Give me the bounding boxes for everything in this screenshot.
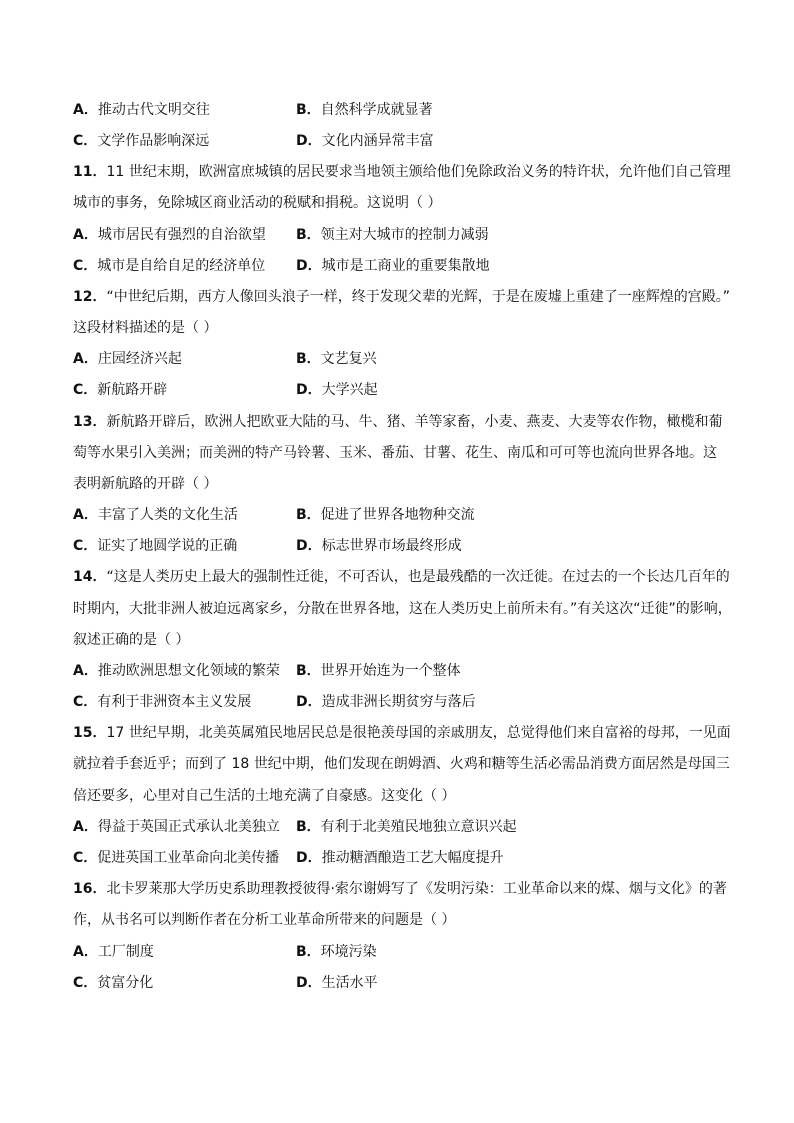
option-d: D．大学兴起	[296, 382, 378, 398]
option-row	[73, 937, 733, 968]
option-a: A．丰富了人类的文化生活	[73, 507, 238, 523]
option-row	[73, 531, 733, 562]
option-c: C．文学作品影响深远	[73, 133, 210, 149]
option-b: B．文艺复兴	[296, 351, 377, 367]
question-15-stem: 15．17 世纪早期，北美英属殖民地居民总是很艳羡母国的亲戚朋友，总觉得他们来自富裕的母邦，一见面	[73, 725, 731, 741]
option-d: D．造成非洲长期贫穷与落后	[296, 694, 476, 710]
question-16-stem: 作，从书名可以判断作者在分析工业革命所带来的问题是（ ）	[73, 912, 456, 928]
question-15-stem: 就拉着手套近乎；而到了 18 世纪中期，他们发现在朗姆酒、火鸡和糖等生活必需品消费方面居然是母国三	[73, 756, 730, 772]
option-a: A．得益于英国正式承认北美独立	[73, 819, 280, 835]
option-c: C．促进英国工业革命向北美传播	[73, 850, 280, 866]
option-row	[73, 687, 733, 718]
option-row	[73, 95, 733, 126]
question-14-stem: 时期内，大批非洲人被迫远离家乡，分散在世界各地，这在人类历史上前所未有。”有关这次“迁徙”的影响，	[73, 601, 732, 617]
option-b: B．领主对大城市的控制力减弱	[296, 227, 489, 243]
option-row	[73, 220, 733, 251]
question-11-stem: 11．11 世纪末期，欧洲富庶城镇的居民要求当地领主颁给他们免除政治义务的特许状，允许他们自己管理	[73, 164, 731, 180]
option-row	[73, 500, 733, 531]
option-b: B．环境污染	[296, 944, 377, 960]
question-12-stem: 12．“中世纪后期，西方人像回头浪子一样，终于发现父辈的光辉，于是在废墟上重建了一座辉煌的宫殿。”	[73, 289, 730, 305]
question-12-stem: 这段材料描述的是（ ）	[73, 320, 218, 336]
option-d: D．生活水平	[296, 975, 378, 991]
option-b: B．世界开始连为一个整体	[296, 663, 461, 679]
question-13-stem: 13．新航路开辟后，欧洲人把欧亚大陆的马、牛、猪、羊等家畜，小麦、燕麦、大麦等农作物，橄榄和葡	[73, 414, 723, 430]
option-row	[73, 843, 733, 874]
question-15-stem: 倍还要多，心里对自己生活的土地充满了自豪感。这变化（ ）	[73, 788, 456, 804]
option-b: B．有利于北美殖民地独立意识兴起	[296, 819, 517, 835]
question-16-stem: 16．北卡罗莱那大学历史系助理教授彼得·索尔谢姆写了《发明污染：工业革命以来的煤、烟与文化》的著	[73, 881, 727, 897]
option-row	[73, 812, 733, 843]
option-a: A．庄园经济兴起	[73, 351, 182, 367]
question-14-stem: 14．“这是人类历史上最大的强制性迁徙，不可否认，也是最残酷的一次迁徙。在过去的一个长达几百年的	[73, 569, 730, 585]
option-row	[73, 656, 733, 687]
option-c: C．证实了地圆学说的正确	[73, 538, 238, 554]
option-row	[73, 126, 733, 157]
option-row	[73, 251, 733, 282]
option-d: D．标志世界市场最终形成	[296, 538, 462, 554]
option-row	[73, 968, 733, 999]
question-14-stem: 叙述正确的是（ ）	[73, 632, 190, 648]
option-row	[73, 344, 733, 375]
question-13-stem: 萄等水果引入美洲；而美洲的特产马铃薯、玉米、番茄、甘薯、花生、南瓜和可可等也流向世界各地。这	[73, 445, 717, 461]
question-11-stem: 城市的事务，免除城区商业活动的税赋和捐税。这说明（ ）	[73, 195, 442, 211]
question-13-stem: 表明新航路的开辟（ ）	[73, 476, 218, 492]
option-c: C．新航路开辟	[73, 382, 168, 398]
option-d: D．文化内涵异常丰富	[296, 133, 434, 149]
option-b: B．自然科学成就显著	[296, 102, 433, 118]
option-b: B．促进了世界各地物种交流	[296, 507, 475, 523]
option-row	[73, 375, 733, 406]
option-a: A．推动古代文明交往	[73, 102, 210, 118]
option-a: A．推动欧洲思想文化领域的繁荣	[73, 663, 280, 679]
option-a: A．工厂制度	[73, 944, 154, 960]
option-d: D．推动糖酒酿造工艺大幅度提升	[296, 850, 504, 866]
option-c: C．有利于非洲资本主义发展	[73, 694, 252, 710]
option-a: A．城市居民有强烈的自治欲望	[73, 227, 266, 243]
option-c: C．城市是自给自足的经济单位	[73, 258, 266, 274]
option-d: D．城市是工商业的重要集散地	[296, 258, 490, 274]
option-c: C．贫富分化	[73, 975, 154, 991]
